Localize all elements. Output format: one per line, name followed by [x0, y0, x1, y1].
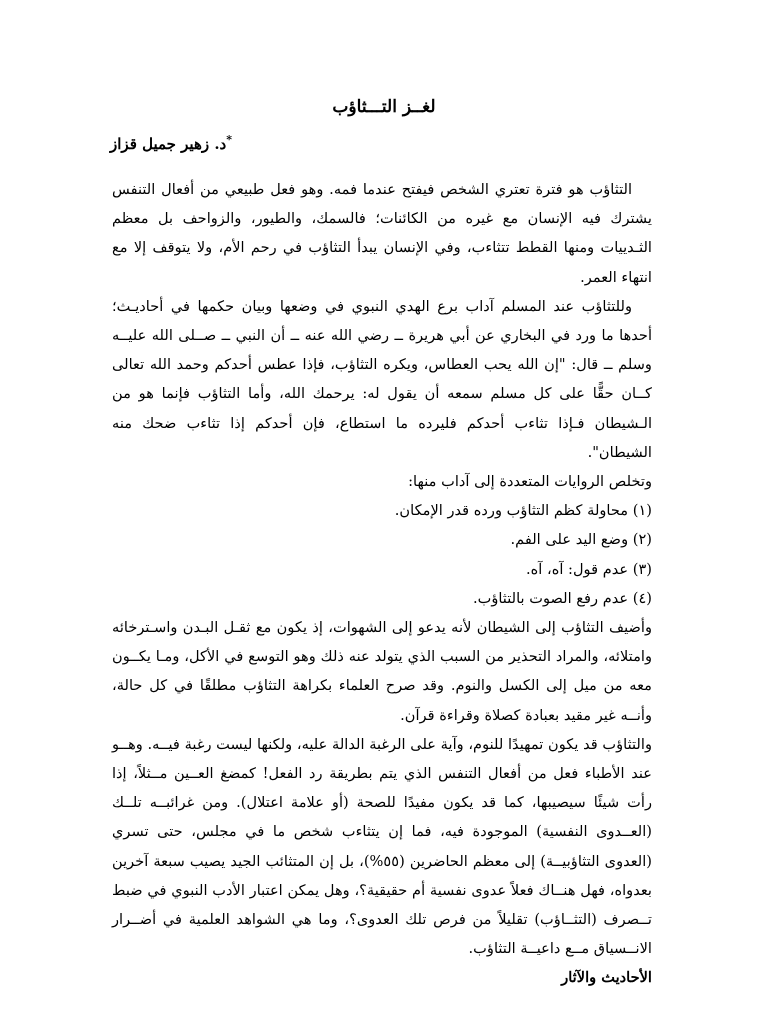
paragraph-shaitan: وأضيف التثاؤب إلى الشيطان لأنه يدعو إلى الشهوات، إذ يكون مع ثقـل البـدن واسـترخائه وامتلائه، والمراد التحذير من السبب الذي يتولد عنه ذلك وهو التوسع في الأكل، ومـا يكــون معه من ميل إلى الكسل والنوم. وقد صرح العلماء بكراهة التثاؤب مطلقًا في كل حالة، وأنــه غير مقيد بعبادة كصلاة وقراءة قرآن. [112, 619, 652, 724]
paragraph-list-intro: وتخلص الروايات المتعددة إلى آداب منها: [408, 473, 652, 491]
list-item: (١) محاولة كظم التثاؤب ورده قدر الإمكان. [394, 502, 652, 520]
author-name: د. زهير جميل قزاز [110, 135, 227, 153]
paragraph-intro: التثاؤب هو فترة تعتري الشخص فيفتح عندما فمه. وهو فعل طبيعي من أفعال التنفس يشترك فيه الإنسان مع غيره من الكائنات؛ فالسمك، والطيور، والزواحف بل معظم الثـدييات ومنها القطط تتثاءب، وفي الإنسان يبدأ التثاؤب في رحم الأم، ولا يتوقف إلا مع انتهاء العمر. [112, 181, 652, 286]
list-item: (٤) عدم رفع الصوت بالتثاؤب. [472, 589, 652, 607]
list-item: (٢) وضع اليد على الفم. [510, 531, 652, 549]
article-body [112, 175, 652, 993]
page-title: لغــز التـــثاؤب [332, 97, 436, 117]
paragraph-etiquette: وللتثاؤب عند المسلم آداب برع الهدي النبوي في وضعها وبيان حكمها في أحاديـث؛ أحدها ما ورد في البخاري عن أبي هريرة ــ رضي الله عنه ــ أن النبي ــ صــلى الله عليــه وسلم ــ قال: "إن الله يحب العطاس، ويكره التثاؤب، فإذا عطس أحدكم وحمد الله تعالى كــان حقًّا على كل مسلم سمعه أن يقول له: يرحمك الله، وأما التثاؤب فإنما هو من الـشيطان فـإذا تثاءب أحدكم فليرده ما استطاع، فإن أحدكم إذا تثاءب ضحك منه الشيطان". [112, 297, 652, 461]
list-item: (٣) عدم قول: آه، آه. [526, 560, 652, 578]
author-footnote-mark: * [226, 133, 232, 146]
section-heading: الأحاديث والآثار [561, 969, 652, 987]
paragraph-contagion: والتثاؤب قد يكون تمهيدًا للنوم، وآية على الرغبة الدالة عليه، ولكنها ليست رغبة فيــه. وهــو عند الأطباء فعل من أفعال التنفس الذي يتم بطريقة رد الفعل! كمضغ العــين مــثلاً، إذا رأت شيئًا سيصيبها، كما قد يكون مفيدًا للصحة (أو علامة اعتلال). ومن غرائبــه تلــك (العــدوى النفسية) الموجودة فيه، فما إن يتثاءب شخص ما في مجلس، حتى تسري (العدوى التثاؤبيــة) إلى معظم الحاضرين (٥٥%)، بل إن المتثائب الجيد يصيب سبعة آخرين بعدواه، فهل هنــاك فعلاً عدوى نفسية أم حقيقية؟، وهل يمكن اعتبار الأدب النبوي في ضبط تــصرف (التثــاؤب) تقليلاً من فرص تلك العدوى؟، وما هي الشواهد العلمية في أضــرار الانــسياق مــع داعيــة التثاؤب. [112, 735, 653, 958]
author-line [110, 133, 232, 153]
